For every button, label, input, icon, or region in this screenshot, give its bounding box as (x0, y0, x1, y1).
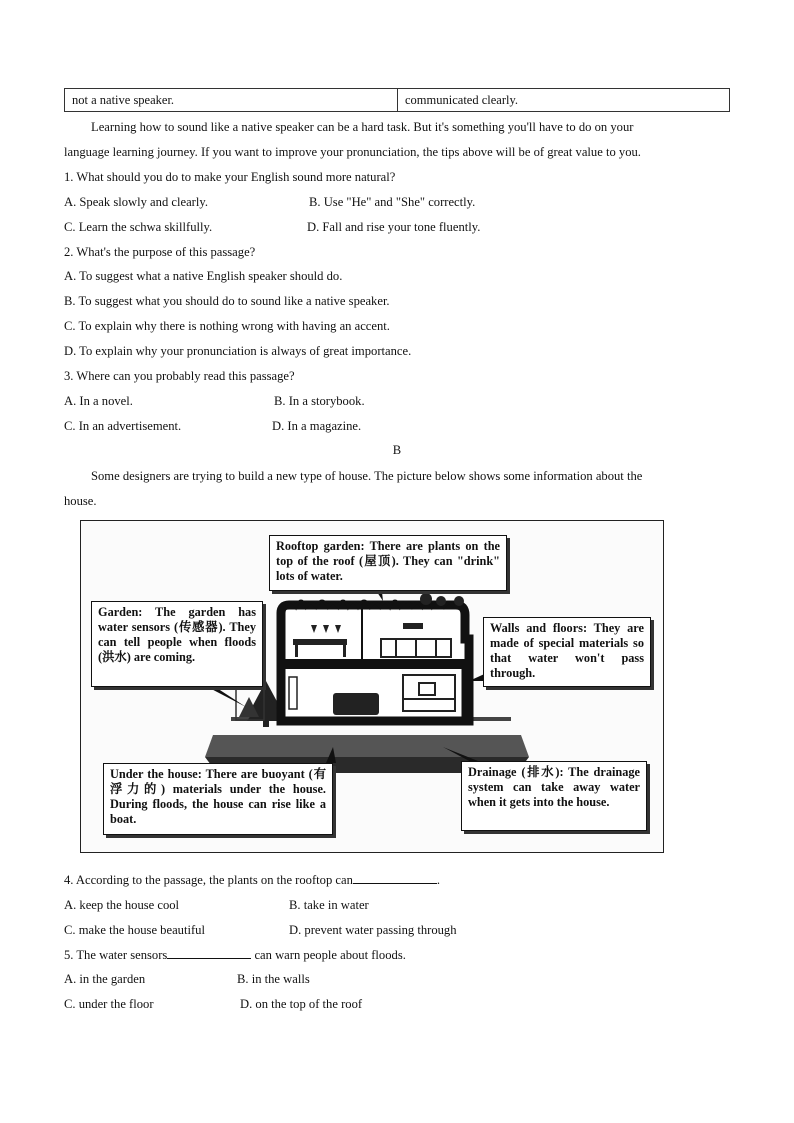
q5-question-text: 5. The water sensors (64, 948, 168, 962)
passage-b-line-2: house. (64, 494, 97, 508)
q4-question-end: . (436, 873, 441, 887)
table-cell-left: not a native speaker. (65, 89, 398, 112)
q2-option-d: D. To explain why your pronunciation is always of great importance. (64, 344, 412, 358)
q4-option-c: C. make the house beautiful (64, 923, 205, 937)
q4-question (64, 872, 440, 888)
q1-question: 1. What should you do to make your English sound more natural? (64, 170, 396, 184)
q4-question-text: 4. According to the passage, the plants on the rooftop can (64, 873, 353, 887)
floor-slab (281, 659, 467, 669)
q5-option-a: A. in the garden (64, 972, 146, 986)
q5-option-c: C. under the floor (64, 997, 154, 1011)
q3-option-a: A. In a novel. (64, 394, 133, 408)
q5-option-b: B. in the walls (237, 972, 310, 986)
q5-question-end: can warn people about floods. (251, 948, 406, 962)
house-base (205, 735, 529, 757)
q2-question: 2. What's the purpose of this passage? (64, 245, 256, 259)
q3-question: 3. Where can you probably read this passage? (64, 369, 295, 383)
callout-walls-floors: Walls and floors: They are made of special materials so that water won't pass through. (483, 617, 651, 687)
q3-option-b: B. In a storybook. (274, 394, 365, 408)
q3-option-c: C. In an advertisement. (64, 419, 182, 433)
q4-option-b: B. take in water (289, 898, 369, 912)
passage-a-line-1: Learning how to sound like a native speaker can be a hard task. But it's something you'll have to do on your (91, 120, 634, 134)
q3-option-d: D. In a magazine. (272, 419, 362, 433)
q4-blank (353, 873, 437, 884)
q4-option-a: A. keep the house cool (64, 898, 180, 912)
q1-option-a: A. Speak slowly and clearly. (64, 195, 208, 209)
q5-blank (167, 948, 251, 959)
q1-option-d: D. Fall and rise your tone fluently. (307, 220, 481, 234)
passage-b-line-1: Some designers are trying to build a new type of house. The picture below shows some information about the (91, 469, 643, 483)
callout-drainage: Drainage (排水): The drainage system can take away water when it gets into the house. (461, 761, 647, 831)
section-b-label: B (392, 443, 402, 457)
q5-option-d: D. on the top of the roof (240, 997, 363, 1011)
callout-rooftop-garden: Rooftop garden: There are plants on the top of the roof (屋顶). They can "drink" lots of water. (269, 535, 507, 591)
answer-table (64, 88, 730, 112)
table-cell-right: communicated clearly. (398, 89, 730, 112)
q1-option-c: C. Learn the schwa skillfully. (64, 220, 213, 234)
passage-a-line-2: language learning journey. If you want to improve your pronunciation, the tips above will be of great value to you. (64, 145, 641, 159)
house-diagram (80, 520, 664, 853)
callout-garden: Garden: The garden has water sensors (传感器). They can tell people when floods (洪水) are coming. (91, 601, 263, 687)
q1-option-b: B. Use "He" and "She" correctly. (309, 195, 476, 209)
table-row (65, 89, 730, 112)
q2-option-b: B. To suggest what you should do to sound like a native speaker. (64, 294, 390, 308)
callout-under-house: Under the house: There are buoyant (有浮力的) materials under the house. During floods, the house can rise like a boat. (103, 763, 333, 835)
q5-question (64, 947, 406, 963)
q4-option-d: D. prevent water passing through (289, 923, 457, 937)
q2-option-a: A. To suggest what a native English speaker should do. (64, 269, 343, 283)
q2-option-c: C. To explain why there is nothing wrong with having an accent. (64, 319, 390, 333)
